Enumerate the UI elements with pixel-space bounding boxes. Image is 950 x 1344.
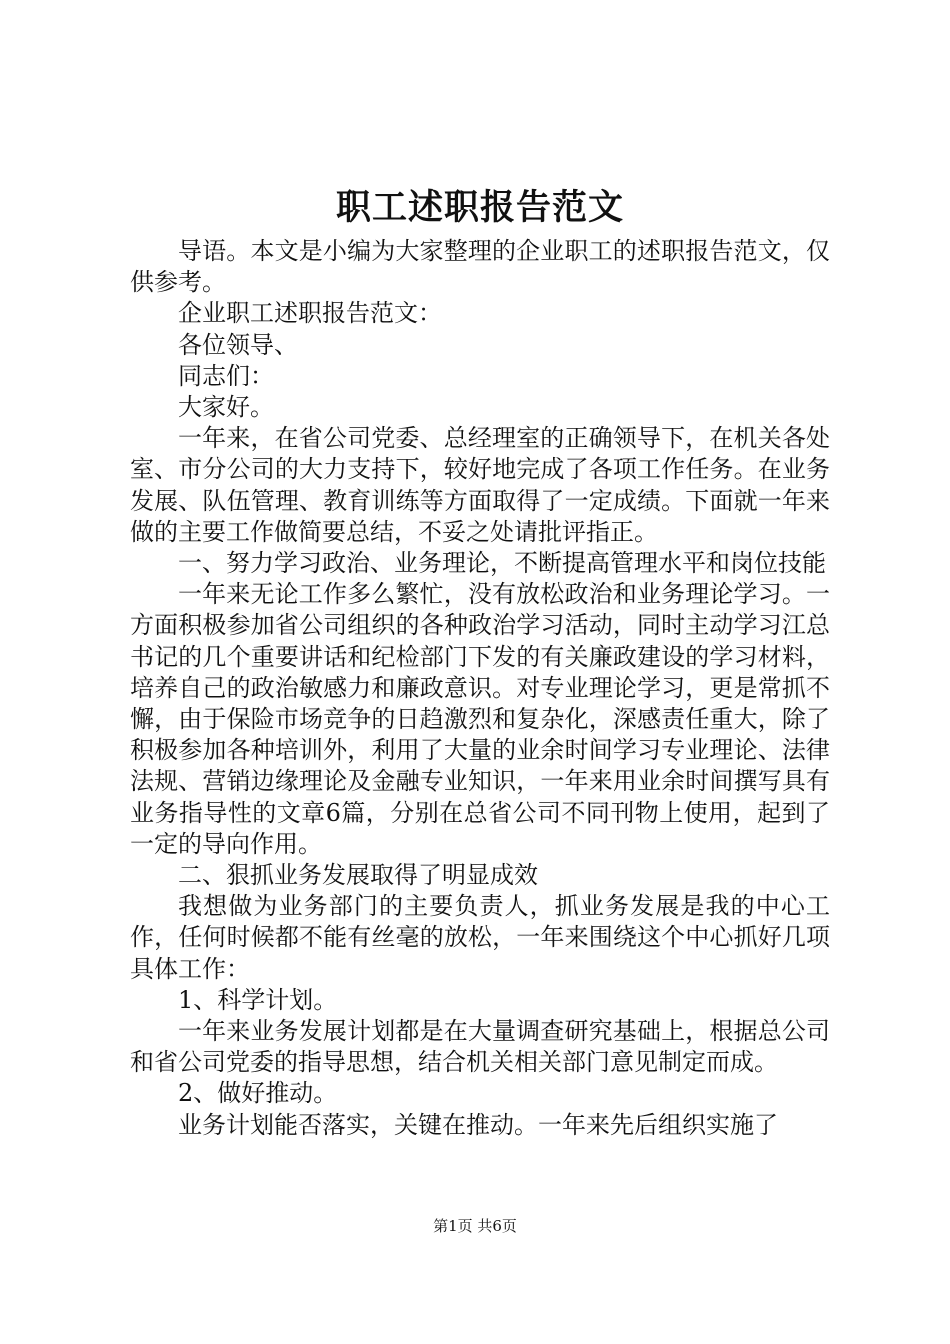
section-heading: 二、狠抓业务发展取得了明显成效 bbox=[178, 861, 538, 890]
paragraph: 业务计划能否落实，关键在推动。一年来先后组织实施了 bbox=[178, 1110, 778, 1139]
paragraph: 各位领导、 bbox=[178, 330, 298, 359]
paragraph: 大家好。 bbox=[178, 393, 274, 422]
subsection-heading: 2、做好推动。 bbox=[178, 1079, 338, 1108]
subsection-heading: 1、科学计划。 bbox=[178, 985, 338, 1014]
section-heading: 一、努力学习政治、业务理论，不断提高管理水平和岗位技能 bbox=[178, 549, 826, 578]
paragraph: 一年来无论工作多么繁忙，没有放松政治和业务理论学习。一方面积极参加省公司组织的各种政治学习活动，同时主动学习江总书记的几个重要讲话和纪检部门下发的有关廉政建设的学习材料，培养自己的政治敏感力和廉政意识。对专业理论学习，更是常抓不懈，由于保险市场竞争的日趋激烈和复杂化，深感责任重大，除了积极参加各种培训外，利用了大量的业余时间学习专业理论、法律法规、营销边缘理论及金融专业知识，一年来用业余时间撰写具有业务指导性的文章6篇，分别在总省公司不同刊物上使用，起到了一定的导向作用。 bbox=[130, 580, 830, 858]
document-page bbox=[130, 180, 830, 1141]
page-footer: 第1页 共6页 bbox=[433, 1217, 517, 1235]
paragraph: 一年来业务发展计划都是在大量调查研究基础上，根据总公司和省公司党委的指导思想，结合机关相关部门意见制定而成。 bbox=[130, 1017, 830, 1077]
paragraph: 我想做为业务部门的主要负责人，抓业务发展是我的中心工作，任何时候都不能有丝毫的放松，一年来围绕这个中心抓好几项具体工作： bbox=[130, 892, 830, 983]
paragraph: 同志们： bbox=[178, 361, 274, 390]
document-title: 职工述职报告范文 bbox=[335, 187, 624, 228]
paragraph: 导语。本文是小编为大家整理的企业职工的述职报告范文，仅供参考。 bbox=[130, 237, 830, 297]
paragraph: 一年来，在省公司党委、总经理室的正确领导下，在机关各处室、市分公司的大力支持下，较好地完成了各项工作任务。在业务发展、队伍管理、教育训练等方面取得了一定成绩。下面就一年来做的主要工作做简要总结，不妥之处请批评指正。 bbox=[130, 424, 830, 546]
document-body bbox=[130, 236, 830, 1141]
paragraph: 企业职工述职报告范文： bbox=[178, 299, 442, 328]
